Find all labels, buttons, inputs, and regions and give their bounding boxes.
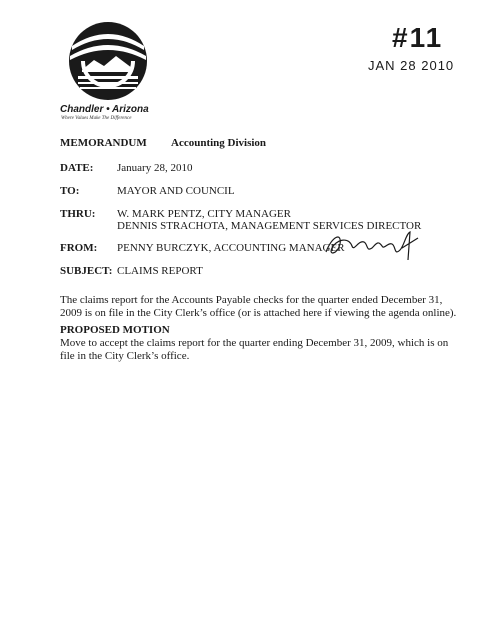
org-tagline: Where Values Make The Difference — [61, 116, 132, 121]
subject-label: SUBJECT: — [60, 265, 113, 277]
date-value: January 28, 2010 — [117, 162, 193, 174]
agenda-item-number: #11 — [392, 22, 444, 53]
to-value: MAYOR AND COUNCIL — [117, 185, 235, 197]
subject-value: CLAIMS REPORT — [117, 265, 203, 277]
proposed-motion-heading: PROPOSED MOTION — [60, 324, 170, 336]
to-label: TO: — [60, 185, 80, 197]
from-value: PENNY BURCZYK, ACCOUNTING MANAGER — [117, 242, 345, 254]
proposed-motion-paragraph: Move to accept the claims report for the quarter ending December 31, 2009, which is on file in the City Clerk’s office. — [60, 337, 449, 362]
thru-label: THRU: — [60, 208, 96, 220]
handwritten-signature — [322, 226, 422, 262]
division-name: Accounting Division — [171, 137, 267, 149]
from-label: FROM: — [60, 242, 98, 254]
memo-label: MEMORANDUM — [60, 137, 147, 149]
city-seal-graphic — [62, 20, 154, 102]
thru-line-2: DENNIS STRACHOTA, MANAGEMENT SERVICES DIRECTOR — [117, 220, 422, 232]
org-name: Chandler • Arizona — [60, 104, 149, 115]
claims-report-paragraph: The claims report for the Accounts Payable checks for the quarter ended December 31, 2009 is on file in the City Clerk’s office (or is attached here if viewing the agenda online). — [60, 294, 457, 319]
received-date-stamp: JAN 28 2010 — [368, 58, 455, 73]
date-label: DATE: — [60, 162, 94, 174]
city-logo — [58, 20, 168, 102]
thru-line-1: W. MARK PENTZ, CITY MANAGER — [117, 208, 291, 220]
